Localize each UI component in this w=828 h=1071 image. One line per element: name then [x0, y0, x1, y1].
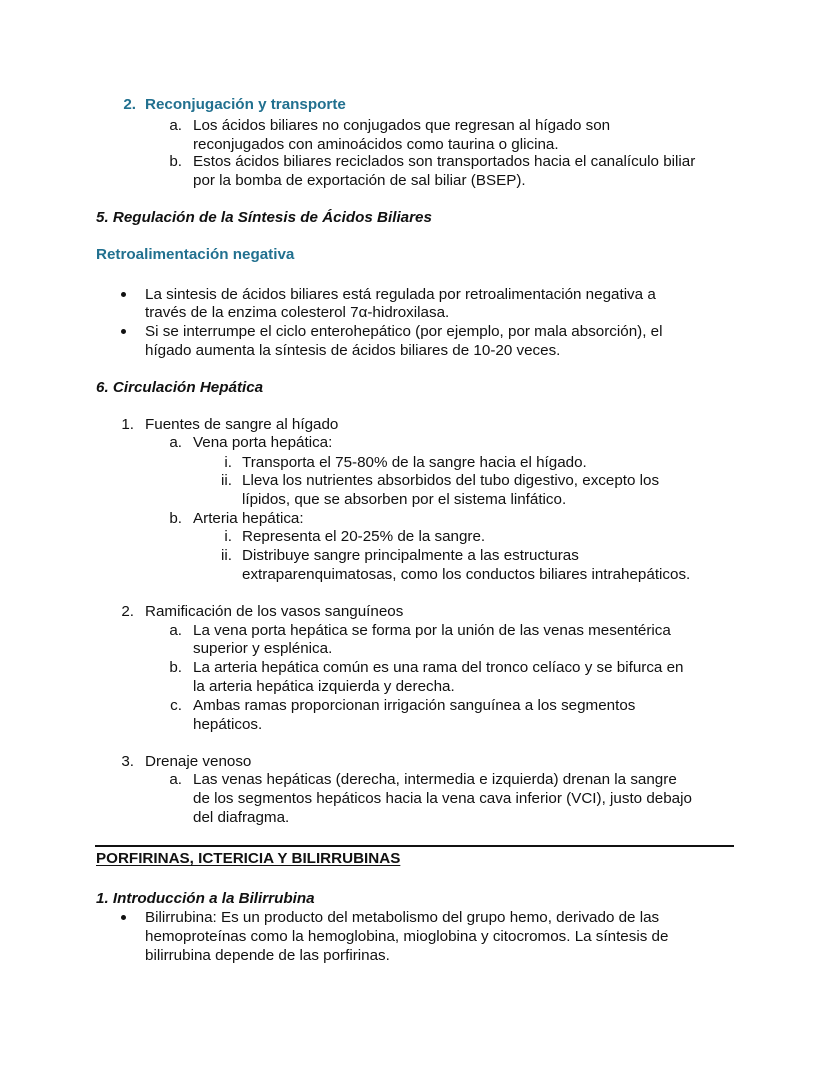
bullet-icon [121, 329, 126, 334]
bullet-icon [121, 915, 126, 920]
list-marker: ii. [221, 472, 232, 489]
list-item-line: superior y esplénica. [193, 640, 333, 657]
list-item-line: Los ácidos biliares no conjugados que regresan al hígado son [193, 117, 611, 134]
list-item-line: Drenaje venoso [145, 753, 252, 770]
list-marker: 3. [121, 753, 134, 770]
bullet-icon [121, 292, 126, 297]
list-marker: b. [169, 659, 182, 676]
list-marker: a. [169, 117, 182, 134]
bullet-line: Bilirrubina: Es un producto del metabolismo del grupo hemo, derivado de las [145, 909, 660, 926]
bullet-line: La sintesis de ácidos biliares está regulada por retroalimentación negativa a [145, 286, 656, 303]
list-item-line: reconjugados con aminoácidos como taurina o glicina. [193, 136, 559, 153]
list-item-line: extraparenquimatosas, como los conductos biliares intrahepáticos. [242, 566, 691, 583]
list-item-line: Las venas hepáticas (derecha, intermedia e izquierda) drenan la sangre [193, 771, 677, 788]
list-item-line: hepáticos. [193, 716, 263, 733]
list-item-line: Ambas ramas proporcionan irrigación sanguínea a los segmentos [193, 697, 636, 714]
bullet-line: través de la enzima colesterol 7α-hidroxilasa. [145, 304, 450, 321]
section-heading: 1. Introducción a la Bilirrubina [96, 890, 315, 907]
list-item-line: Distribuye sangre principalmente a las estructuras [242, 547, 579, 564]
list-item-line: Ramificación de los vasos sanguíneos [145, 603, 404, 620]
bullet-line: Si se interrumpe el ciclo enterohepático (por ejemplo, por mala absorción), el [145, 323, 663, 340]
bullet-line: bilirrubina depende de las porfirinas. [145, 947, 390, 964]
list-marker: i. [224, 528, 232, 545]
list-item-line: Transporta el 75-80% de la sangre hacia el hígado. [242, 454, 587, 471]
subsection-heading: Reconjugación y transporte [145, 96, 346, 113]
list-marker: i. [224, 454, 232, 471]
list-item-line: por la bomba de exportación de sal biliar (BSEP). [193, 172, 526, 189]
list-item-line: la arteria hepática izquierda y derecha. [193, 678, 455, 695]
list-marker: ii. [221, 547, 232, 564]
list-item-line: La arteria hepática común es una rama del tronco celíaco y se bifurca en [193, 659, 684, 676]
list-item-line: Representa el 20-25% de la sangre. [242, 528, 486, 545]
list-marker: c. [170, 697, 182, 714]
list-item-line: Vena porta hepática: [193, 434, 333, 451]
list-item-line: Lleva los nutrientes absorbidos del tubo digestivo, excepto los [242, 472, 660, 489]
list-item-line: La vena porta hepática se forma por la unión de las venas mesentérica [193, 622, 671, 639]
list-marker: b. [169, 153, 182, 170]
section-heading: 5. Regulación de la Síntesis de Ácidos Biliares [96, 209, 432, 226]
list-item-line: Fuentes de sangre al hígado [145, 416, 339, 433]
chapter-heading: PORFIRINAS, ICTERICIA Y BILIRRUBINAS [96, 850, 401, 867]
list-item-line: Estos ácidos biliares reciclados son transportados hacia el canalículo biliar [193, 153, 696, 170]
list-item-line: de los segmentos hepáticos hacia la vena cava inferior (VCI), justo debajo [193, 790, 692, 807]
subsection-heading: Retroalimentación negativa [96, 246, 295, 263]
list-marker: 2. [123, 96, 136, 113]
list-marker: a. [169, 622, 182, 639]
list-marker: 2. [121, 603, 134, 620]
list-item-line: Arteria hepática: [193, 510, 304, 527]
bullet-line: hígado aumenta la síntesis de ácidos biliares de 10-20 veces. [145, 342, 561, 359]
list-item-line: del diafragma. [193, 809, 290, 826]
list-marker: b. [169, 510, 182, 527]
list-marker: 1. [121, 416, 134, 433]
list-item-line: lípidos, que se absorben por el sistema linfático. [242, 491, 567, 508]
list-marker: a. [169, 434, 182, 451]
section-heading: 6. Circulación Hepática [96, 379, 264, 396]
list-marker: a. [169, 771, 182, 788]
bullet-line: hemoproteínas como la hemoglobina, mioglobina y citocromos. La síntesis de [145, 928, 669, 945]
section-divider [95, 845, 734, 847]
